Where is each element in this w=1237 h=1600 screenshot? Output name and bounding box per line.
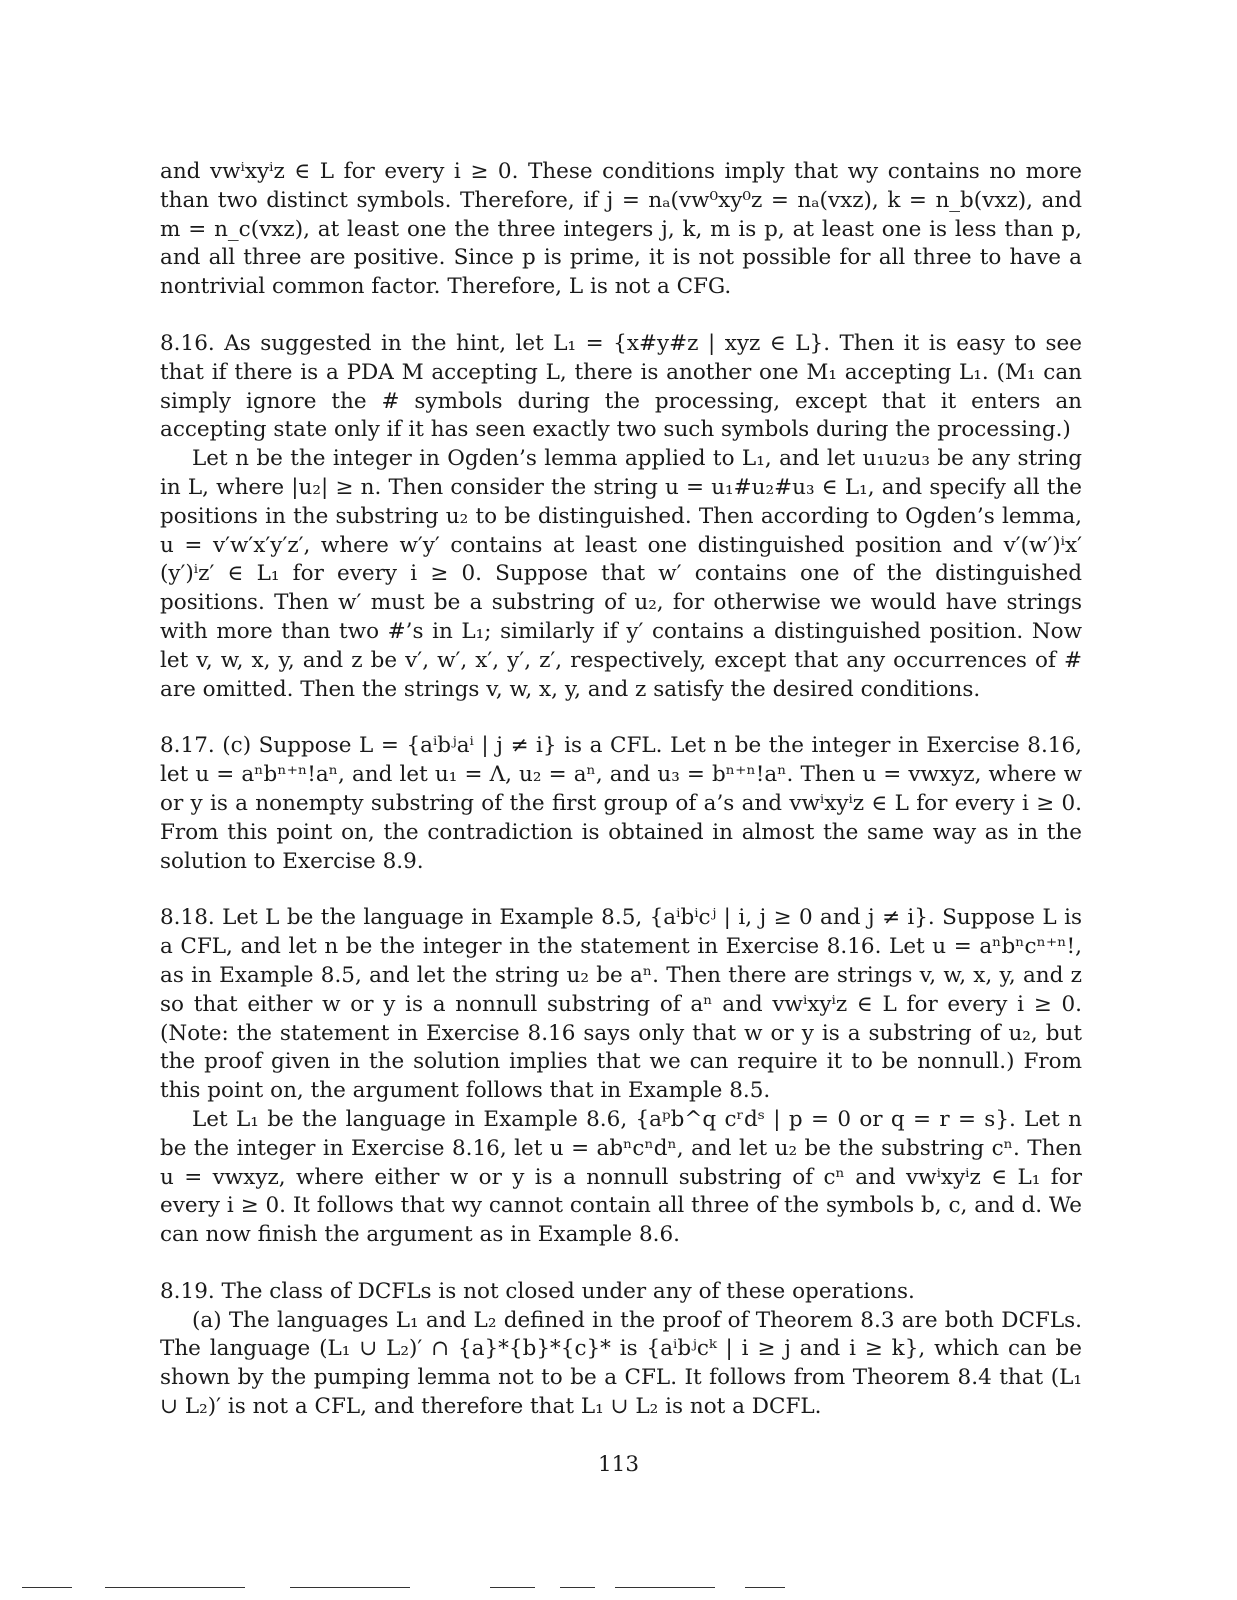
page-number: 113 xyxy=(597,1452,640,1477)
scan-line xyxy=(745,1587,785,1588)
scan-line xyxy=(290,1587,410,1588)
scan-line xyxy=(490,1587,535,1588)
paragraph-8-19-a: (a) The languages L₁ and L₂ defined in the proof of Theorem 8.3 are both DCFLs. The language (L₁ ∪ L₂)′ ∩ {a}*{b}*{c}* is {aⁱbʲcᵏ | i ≥ j and i ≥ k}, which can be shown by the pumping lemma not to be a CFL. It follows from Theorem 8.4 that (L₁ ∪ L₂)′ is not a CFL, and therefore that L₁ ∪ L₂ is not a DCFL. xyxy=(160,1307,1082,1420)
body-text xyxy=(160,158,1082,1422)
footer-scan-lines xyxy=(0,1585,1237,1591)
paragraph-continuation: and vwⁱxyⁱz ∈ L for every i ≥ 0. These conditions imply that wy contains no more than two distinct symbols. Therefore, if j = nₐ(vw⁰xy⁰z = nₐ(vxz), k = n_b(vxz), and m = n_c(vxz), at least one the three integers j, k, m is p, at least one is less than p, and all three are positive. Since p is prime, it is not possible for all three to have a nontrivial common factor. Therefore, L is not a CFG. xyxy=(160,159,1082,300)
paragraph-8-19: 8.19. The class of DCFLs is not closed under any of these operations. xyxy=(160,1278,915,1304)
paragraph-gap xyxy=(160,1250,1082,1278)
paragraph-gap xyxy=(160,704,1082,732)
scan-line xyxy=(22,1587,72,1588)
paragraph-8-16-proof: Let n be the integer in Ogden’s lemma applied to L₁, and let u₁u₂u₃ be any string in L, where |u₂| ≥ n. Then consider the string u = u₁#u₂#u₃ ∈ L₁, and specify all the positions in the substring u₂ to be distinguished. Then according to Ogden’s lemma, u = v′w′x′y′z′, where w′y′ contains at least one distinguished position and v′(w′)ⁱx′(y′)ⁱz′ ∈ L₁ for every i ≥ 0. Suppose that w′ contains one of the distinguished positions. Then w′ must be a substring of u₂, for otherwise we would have strings with more than two #’s in L₁; similarly if y′ contains a distinguished position. Now let v, w, x, y, and z be v′, w′, x′, y′, z′, respectively, except that any occurrences of # are omitted. Then the strings v, w, x, y, and z satisfy the desired conditions. xyxy=(160,446,1082,702)
scan-line xyxy=(105,1587,245,1588)
paragraph-8-16: 8.16. As suggested in the hint, let L₁ = {x#y#z | xyz ∈ L}. Then it is easy to see that if there is a PDA M accepting L, there is another one M₁ accepting L₁. (M₁ can simply ignore the # symbols during the processing, except that it enters an accepting state only if it has seen exactly two such symbols during the processing.) xyxy=(160,330,1082,443)
scan-line xyxy=(560,1587,595,1588)
paragraph-8-17: 8.17. (c) Suppose L = {aⁱbʲaⁱ | j ≠ i} is a CFL. Let n be the integer in Exercise 8.16, let u = aⁿbⁿ⁺ⁿ!aⁿ, and let u₁ = Λ, u₂ = aⁿ, and u₃ = bⁿ⁺ⁿ!aⁿ. Then u = vwxyz, where w or y is a nonempty substring of the first group of a’s and vwⁱxyⁱz ∈ L for every i ≥ 0. From this point on, the contradiction is obtained in almost the same way as in the solution to Exercise 8.9. xyxy=(160,733,1082,874)
paragraph-gap xyxy=(160,302,1082,330)
paragraph-gap xyxy=(160,876,1082,904)
paragraph-8-18: 8.18. Let L be the language in Example 8.5, {aⁱbⁱcʲ | i, j ≥ 0 and j ≠ i}. Suppose L is a CFL, and let n be the integer in the statement in Exercise 8.16. Let u = aⁿbⁿcⁿ⁺ⁿ!, as in Example 8.5, and let the string u₂ be aⁿ. Then there are strings v, w, x, y, and z so that either w or y is a nonnull substring of aⁿ and vwⁱxyⁱz ∈ L for every i ≥ 0. (Note: the statement in Exercise 8.16 says only that w or y is a substring of u₂, but the proof given in the solution implies that we can require it to be nonnull.) From this point on, the argument follows that in Example 8.5. xyxy=(160,905,1082,1104)
scan-line xyxy=(615,1587,715,1588)
paragraph-8-18-second: Let L₁ be the language in Example 8.6, {aᵖb^q cʳdˢ | p = 0 or q = r = s}. Let n be the integer in Exercise 8.16, let u = abⁿcⁿdⁿ, and let u₂ be the substring cⁿ. Then u = vwxyz, where either w or y is a nonnull substring of cⁿ and vwⁱxyⁱz ∈ L₁ for every i ≥ 0. It follows that wy cannot contain all three of the symbols b, c, and d. We can now finish the argument as in Example 8.6. xyxy=(160,1106,1082,1248)
